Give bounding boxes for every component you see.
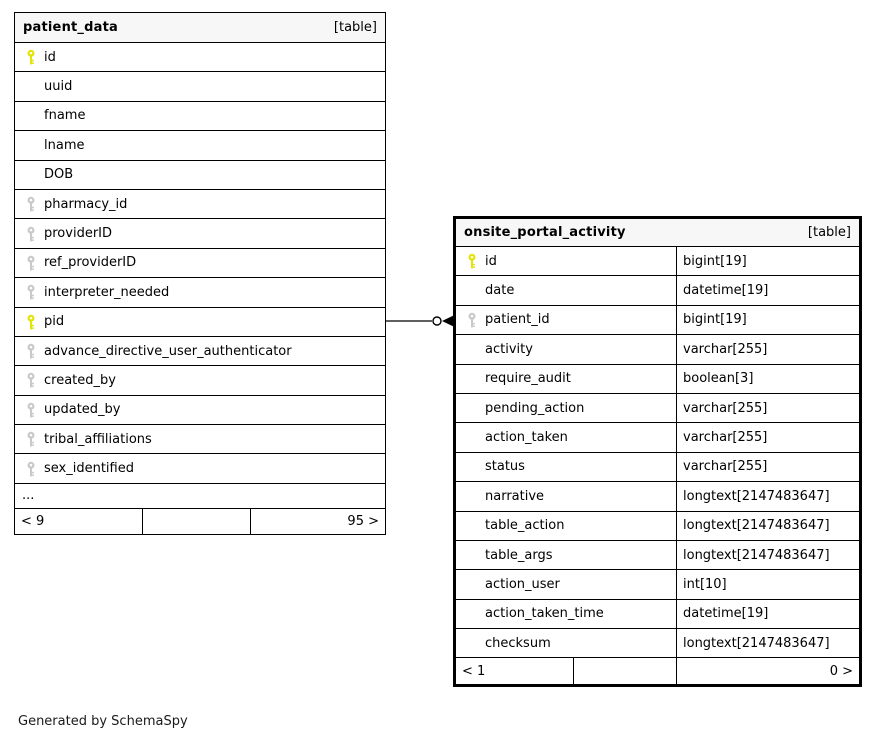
primary-key-icon bbox=[23, 314, 38, 330]
column-name-cell bbox=[456, 276, 676, 304]
column-name: ref_providerID bbox=[44, 255, 137, 271]
column-name: lname bbox=[44, 137, 85, 153]
column-row-pid bbox=[15, 308, 385, 337]
column-name: sex_identified bbox=[44, 461, 134, 477]
column-name: date bbox=[485, 283, 515, 299]
column-name: pending_action bbox=[485, 400, 585, 416]
column-name: tribal_affiliations bbox=[44, 431, 152, 447]
column-type: datetime[19] bbox=[676, 276, 859, 304]
column-name: table_args bbox=[485, 547, 553, 563]
column-row-action_taken bbox=[456, 423, 859, 452]
column-name-cell bbox=[15, 161, 385, 189]
column-row-table_args bbox=[456, 541, 859, 570]
table-patient-data[interactable] bbox=[14, 12, 386, 535]
column-row-patient_id bbox=[456, 306, 859, 335]
column-row-date bbox=[456, 276, 859, 305]
table-header bbox=[15, 13, 385, 43]
column-name-cell bbox=[15, 278, 385, 306]
column-name-cell bbox=[15, 43, 385, 71]
footer-parents-count: 0 > bbox=[676, 658, 859, 684]
column-name: require_audit bbox=[485, 371, 571, 387]
footer-middle-cell bbox=[142, 509, 250, 534]
column-row-lname bbox=[15, 131, 385, 160]
column-row-DOB bbox=[15, 161, 385, 190]
column-list bbox=[456, 247, 859, 658]
column-name-cell bbox=[15, 425, 385, 453]
foreign-key-icon bbox=[23, 226, 38, 242]
column-type: longtext[2147483647] bbox=[676, 482, 859, 510]
column-name-cell bbox=[15, 454, 385, 482]
column-name-cell bbox=[15, 131, 385, 159]
column-row-created_by bbox=[15, 366, 385, 395]
table-onsite-portal-activity[interactable] bbox=[453, 216, 862, 687]
table-title: patient_data bbox=[23, 20, 118, 35]
column-name: narrative bbox=[485, 488, 545, 504]
column-row-require_audit bbox=[456, 365, 859, 394]
column-row-sex_identified bbox=[15, 454, 385, 483]
column-name: patient_id bbox=[485, 312, 550, 328]
foreign-key-icon bbox=[23, 431, 38, 447]
column-name: activity bbox=[485, 341, 533, 357]
column-name: table_action bbox=[485, 518, 565, 534]
column-name: fname bbox=[44, 108, 86, 124]
column-name: providerID bbox=[44, 226, 113, 242]
foreign-key-icon bbox=[23, 343, 38, 359]
connector-zero-circle bbox=[433, 317, 441, 325]
foreign-key-connector bbox=[385, 313, 453, 329]
column-row-action_user bbox=[456, 570, 859, 599]
foreign-key-icon bbox=[23, 461, 38, 477]
foreign-key-icon bbox=[23, 255, 38, 271]
column-type: bigint[19] bbox=[676, 247, 859, 275]
table-footer bbox=[456, 658, 859, 684]
column-name-cell bbox=[15, 219, 385, 247]
column-name: updated_by bbox=[44, 402, 121, 418]
column-name: interpreter_needed bbox=[44, 284, 170, 300]
column-name: id bbox=[485, 253, 497, 269]
column-name-cell bbox=[456, 629, 676, 657]
column-row-id bbox=[15, 43, 385, 72]
table-title: onsite_portal_activity bbox=[464, 225, 626, 240]
column-row-narrative bbox=[456, 482, 859, 511]
foreign-key-icon bbox=[23, 284, 38, 300]
column-row-checksum bbox=[456, 629, 859, 658]
column-name: status bbox=[485, 459, 525, 475]
column-name: pharmacy_id bbox=[44, 196, 128, 212]
column-row-pending_action bbox=[456, 394, 859, 423]
column-type: datetime[19] bbox=[676, 600, 859, 628]
column-type: longtext[2147483647] bbox=[676, 512, 859, 540]
column-type: varchar[255] bbox=[676, 335, 859, 363]
column-list bbox=[15, 43, 385, 484]
column-type: bigint[19] bbox=[676, 306, 859, 334]
column-type: longtext[2147483647] bbox=[676, 629, 859, 657]
column-row-fname bbox=[15, 102, 385, 131]
column-name-cell bbox=[15, 249, 385, 277]
column-name-cell bbox=[456, 335, 676, 363]
footer-parents-count: 95 > bbox=[250, 509, 385, 534]
column-name-cell bbox=[456, 365, 676, 393]
column-row-ref_providerID bbox=[15, 249, 385, 278]
column-name: created_by bbox=[44, 372, 116, 388]
column-name-cell bbox=[456, 600, 676, 628]
foreign-key-icon bbox=[23, 402, 38, 418]
column-name-cell bbox=[15, 337, 385, 365]
column-name-cell bbox=[456, 512, 676, 540]
table-footer bbox=[15, 509, 385, 534]
column-name-cell bbox=[456, 394, 676, 422]
column-row-providerID bbox=[15, 219, 385, 248]
footer-middle-cell bbox=[573, 658, 676, 684]
column-row-advance_directive_user_authenticator bbox=[15, 337, 385, 366]
connector-arrowhead bbox=[442, 316, 453, 326]
column-row-table_action bbox=[456, 512, 859, 541]
primary-key-icon bbox=[464, 253, 479, 269]
column-row-action_taken_time bbox=[456, 600, 859, 629]
column-name-cell bbox=[456, 570, 676, 598]
column-name: action_taken bbox=[485, 430, 568, 446]
column-name: action_taken_time bbox=[485, 606, 604, 622]
footer-children-count: < 9 bbox=[21, 513, 45, 529]
column-type: boolean[3] bbox=[676, 365, 859, 393]
column-row-tribal_affiliations bbox=[15, 425, 385, 454]
table-header bbox=[456, 219, 859, 247]
foreign-key-icon bbox=[23, 196, 38, 212]
column-row-activity bbox=[456, 335, 859, 364]
column-name: action_user bbox=[485, 576, 560, 592]
footer-children-count: < 1 bbox=[462, 663, 486, 679]
column-type: varchar[255] bbox=[676, 453, 859, 481]
column-name-cell bbox=[456, 247, 676, 275]
column-name-cell bbox=[456, 306, 676, 334]
column-row-pharmacy_id bbox=[15, 190, 385, 219]
column-name-cell bbox=[15, 396, 385, 424]
table-type-tag: [table] bbox=[807, 225, 851, 240]
foreign-key-icon bbox=[23, 372, 38, 388]
column-row-updated_by bbox=[15, 396, 385, 425]
foreign-key-icon bbox=[464, 312, 479, 328]
column-name-cell bbox=[15, 102, 385, 130]
column-name-cell bbox=[15, 72, 385, 100]
column-name: uuid bbox=[44, 79, 73, 95]
column-name-cell bbox=[456, 423, 676, 451]
ellipsis-text: ... bbox=[22, 488, 35, 504]
column-row-status bbox=[456, 453, 859, 482]
column-type: varchar[255] bbox=[676, 394, 859, 422]
column-type: int[10] bbox=[676, 570, 859, 598]
column-name-cell bbox=[456, 482, 676, 510]
column-name: checksum bbox=[485, 635, 551, 651]
primary-key-icon bbox=[23, 49, 38, 65]
column-name: pid bbox=[44, 314, 65, 330]
column-name-cell bbox=[15, 366, 385, 394]
column-name-cell bbox=[456, 541, 676, 569]
column-name: advance_directive_user_authenticator bbox=[44, 343, 292, 359]
column-name: id bbox=[44, 49, 56, 65]
column-name-cell bbox=[15, 190, 385, 218]
column-row-interpreter_needed bbox=[15, 278, 385, 307]
column-type: longtext[2147483647] bbox=[676, 541, 859, 569]
column-name-cell bbox=[456, 453, 676, 481]
column-name-cell bbox=[15, 308, 385, 336]
table-type-tag: [table] bbox=[333, 20, 377, 35]
ellipsis-row bbox=[15, 484, 385, 509]
column-name: DOB bbox=[44, 167, 74, 183]
column-row-id bbox=[456, 247, 859, 276]
generated-by-note: Generated by SchemaSpy bbox=[18, 714, 188, 729]
column-row-uuid bbox=[15, 72, 385, 101]
column-type: varchar[255] bbox=[676, 423, 859, 451]
